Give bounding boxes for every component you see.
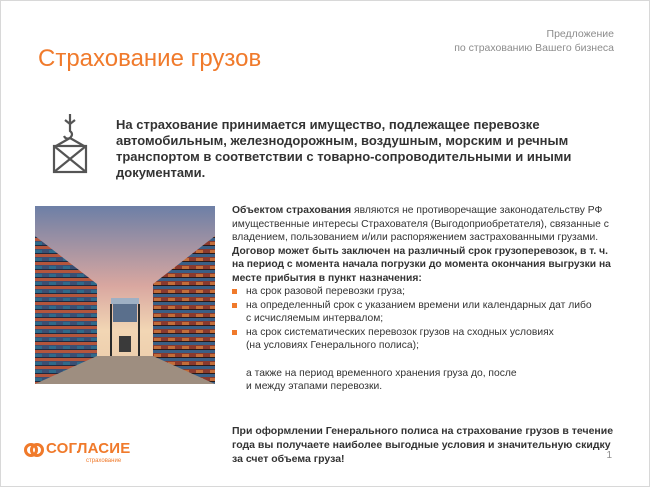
- storage-paragraph: [232, 367, 617, 394]
- general-policy-note: При оформлении Генерального полиса на страхование грузов в течение года вы получаете наиболее выгодные условия и значительную скидку за счет объема груза!: [232, 425, 614, 465]
- list-item-line1: на срок разовой перевозки груза;: [246, 286, 405, 297]
- square-bullet: [232, 303, 237, 308]
- object-term: Объектом страхования: [232, 205, 352, 216]
- header-note: [454, 27, 614, 55]
- lead-paragraph: На страхование принимается имущество, подлежащее перевозке автомобильным, железнодорожным, воздушным, морским и речным транспортом в соответствии с товарно-сопроводительными и иными документами.: [116, 117, 572, 180]
- logo-subtitle: страхование: [86, 458, 122, 464]
- list-item-line2: (на условиях Генерального полиса);: [246, 340, 419, 351]
- page-number: 1: [606, 450, 612, 461]
- square-bullet: [232, 330, 237, 335]
- square-bullet: [232, 289, 237, 294]
- company-logo: [24, 437, 154, 467]
- object-paragraph: [232, 204, 617, 245]
- list-item-line1: на срок систематических перевозок грузов на сходных условиях: [246, 326, 554, 338]
- page-title: Страхование грузов: [38, 45, 262, 72]
- storage-line1: а также на период временного хранения груза до, после: [246, 367, 517, 379]
- logo-mark-icon: [24, 440, 44, 460]
- list-item: [232, 299, 617, 326]
- list-item-line1: на определенный срок с указанием времени или календарных дат либо: [246, 299, 592, 311]
- crane-hook-box-icon: [48, 112, 92, 176]
- container-terminal-photo: [35, 206, 215, 384]
- contract-paragraph: Договор может быть заключен на различный срок грузоперевозок, в т. ч. на период с момента начала погрузки до момента окончания выгрузки на месте прибытия в пункт назначения:: [232, 245, 611, 284]
- list-item-line2: с исчисляемым интервалом;: [246, 313, 384, 324]
- container-terminal-image: [35, 206, 215, 384]
- list-item: [232, 285, 617, 299]
- term-list: [232, 285, 617, 353]
- object-description: являются не противоречащие законодательству РФ имущественные интересы Страхователя (Выгодоприобретателя), связанные с владением, пользованием и/или распоряжением застрахованными грузами.: [232, 205, 609, 243]
- storage-line2: и между этапами перевозки.: [246, 381, 383, 392]
- header-note-line2: по страхованию Вашего бизнеса: [454, 42, 614, 54]
- logo-text: СОГЛАСИЕ: [46, 440, 131, 457]
- list-item: [232, 326, 617, 353]
- body-text: [232, 204, 617, 394]
- header-note-line1: Предложение: [546, 28, 614, 40]
